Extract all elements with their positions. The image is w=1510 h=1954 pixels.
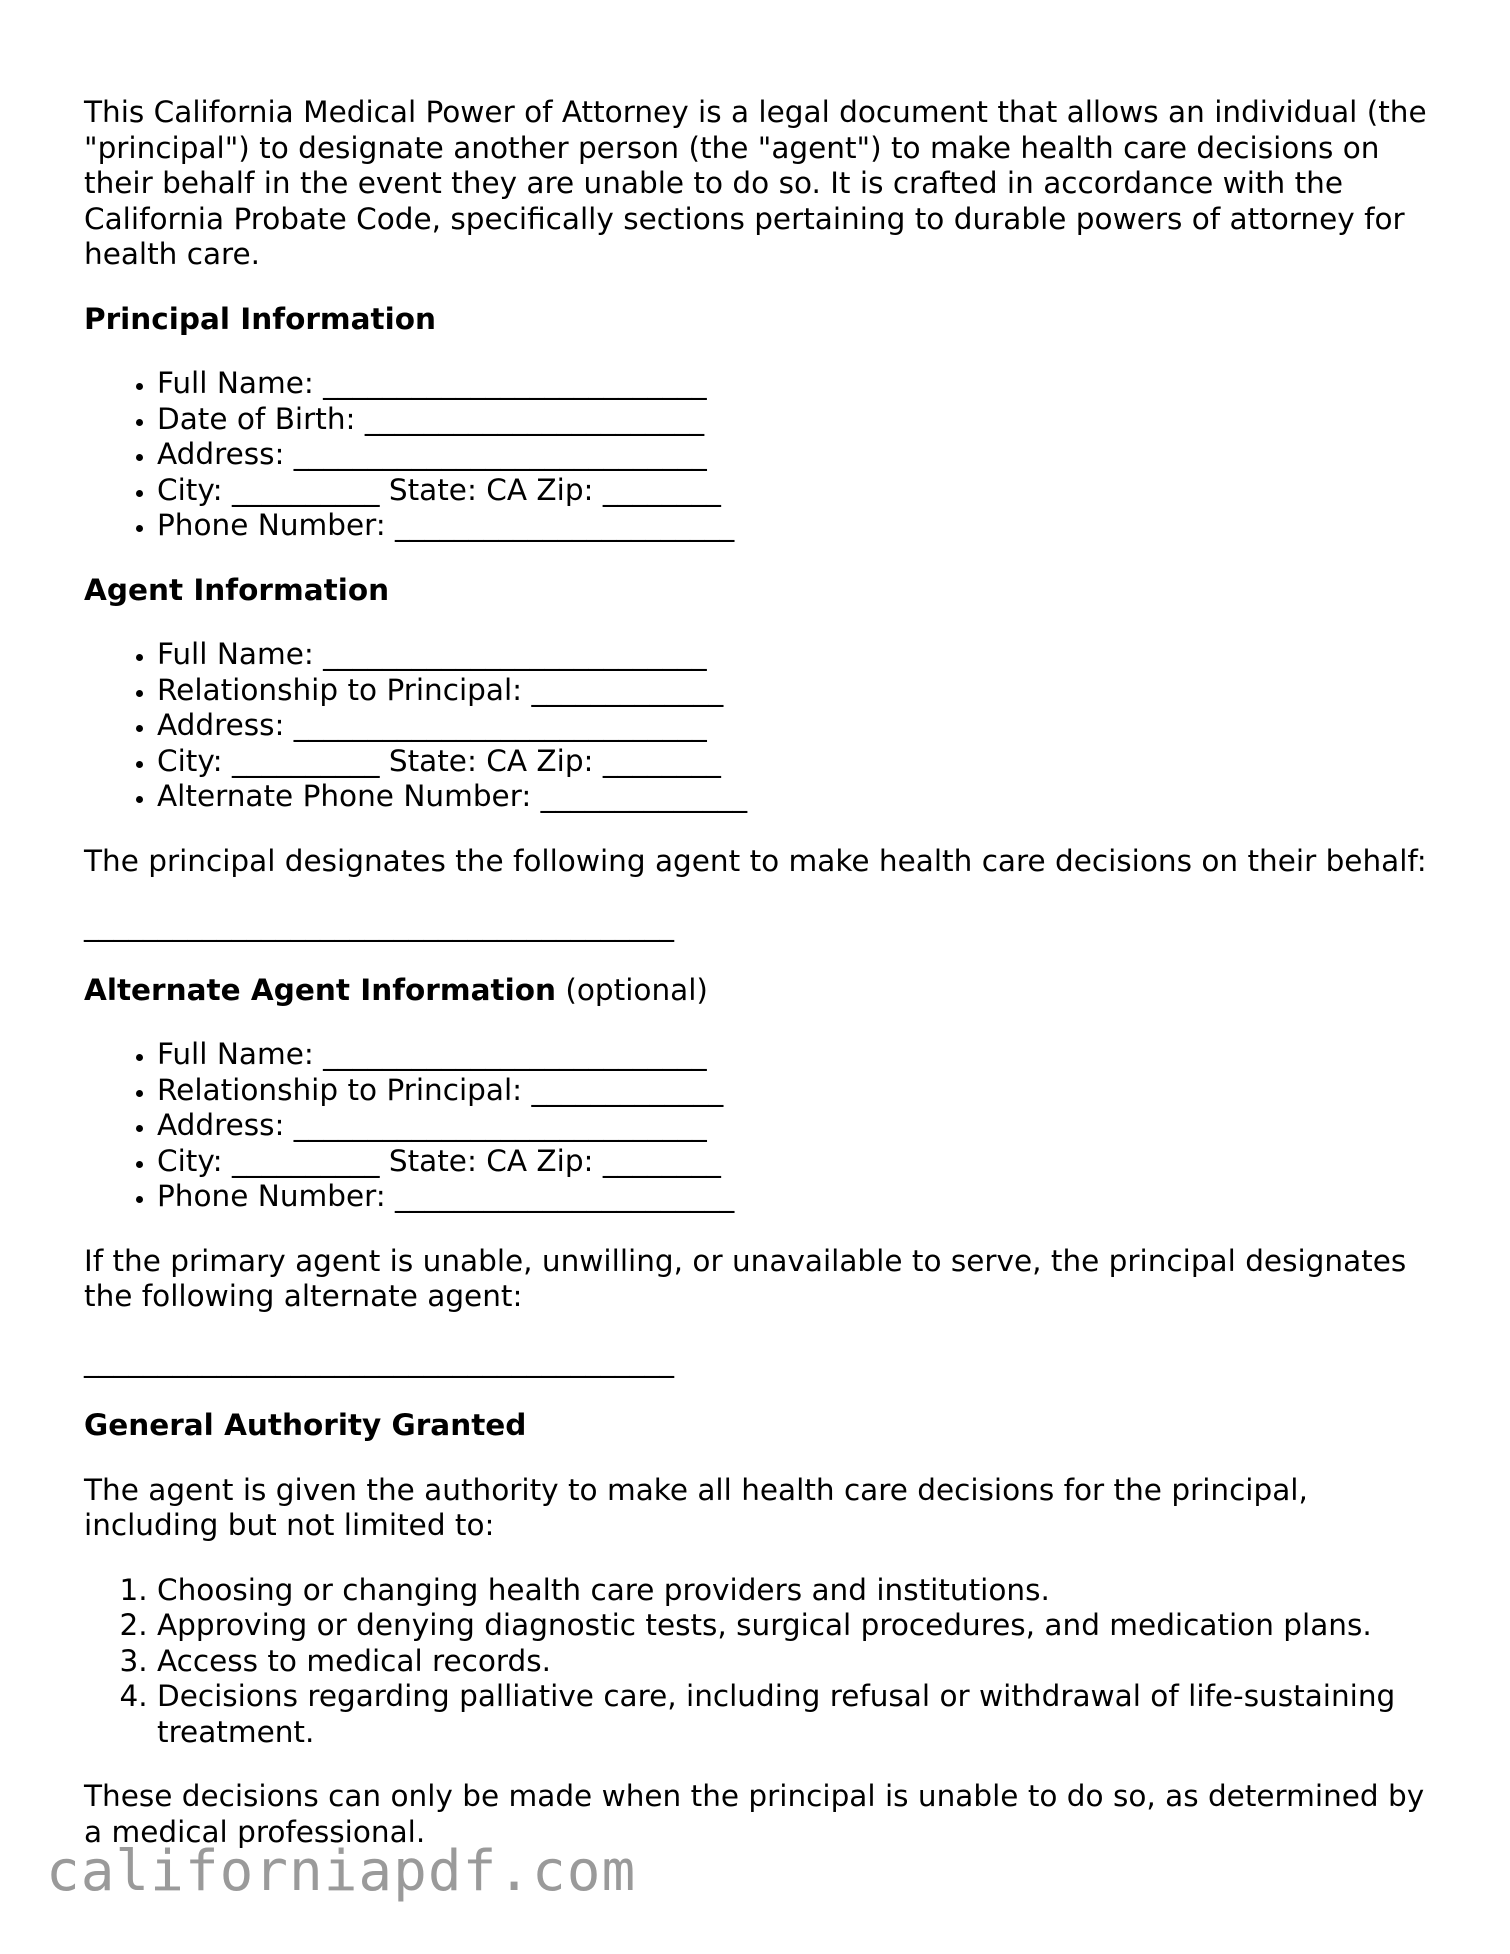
alternate-agent-heading: [84, 973, 1434, 1009]
agent-designation-text: The principal designates the following agent to make health care decisions on their behalf:: [84, 843, 1427, 878]
authority-intro: The agent is given the authority to make all health care decisions for the principal, including but not limited to:: [84, 1472, 1308, 1542]
agent-alternate-phone[interactable]: • Alternate Phone Number: ______________: [157, 779, 1434, 815]
agent-city-state-zip[interactable]: • City: __________ State: CA Zip: ________: [157, 744, 1434, 780]
alternate-designation-blank: ________________________________________: [84, 1343, 674, 1378]
principal-heading: Principal Information: [84, 301, 437, 336]
optional-note: (optional): [555, 972, 708, 1007]
agent-relationship[interactable]: • Relationship to Principal: _____________: [157, 673, 1434, 709]
document-body: [84, 95, 1434, 1879]
principal-fields: [84, 366, 1434, 544]
watermark-logo: californiapdf.com: [46, 1839, 637, 1904]
authority-item: 1. Choosing or changing health care providers and institutions.: [157, 1573, 1434, 1609]
authority-item: 4. Decisions regarding palliative care, including refusal or withdrawal of life-sustaining treatment.: [157, 1679, 1434, 1750]
agent-designation-line[interactable]: [84, 908, 1434, 944]
principal-city-state-zip[interactable]: • City: __________ State: CA Zip: ________: [157, 473, 1434, 509]
alternate-designation-text: If the primary agent is unable, unwilling, or unavailable to serve, the principal designates the following alternate agent:: [84, 1243, 1407, 1313]
agent-fields: [84, 637, 1434, 815]
principal-phone[interactable]: • Phone Number: _______________________: [157, 508, 1434, 544]
alternate-agent-city-state-zip[interactable]: • City: __________ State: CA Zip: ________: [157, 1144, 1434, 1180]
authority-list: [84, 1573, 1434, 1751]
alternate-agent-full-name[interactable]: • Full Name: __________________________: [157, 1037, 1434, 1073]
intro-paragraph: This California Medical Power of Attorney is a legal document that allows an individual (the "principal") to designate another person (the "agent") to make health care decisions on their behalf in the event they are unable to do so. It is crafted in accordance with the California Probate Code, specifically sections pertaining to durable powers of attorney for health care.: [84, 95, 1427, 271]
agent-heading: Agent Information: [84, 572, 390, 607]
alternate-designation-line[interactable]: [84, 1344, 1434, 1380]
alternate-agent-relationship[interactable]: • Relationship to Principal: _____________: [157, 1073, 1434, 1109]
authority-closing: These decisions can only be made when the principal is unable to do so, as determined by a medical professional.: [84, 1779, 1425, 1849]
authority-item: 3. Access to medical records.: [157, 1644, 1434, 1680]
agent-designation-blank: ________________________________________: [84, 908, 674, 942]
alternate-agent-heading-text: Alternate Agent Information: [84, 972, 556, 1007]
authority-item: 2. Approving or denying diagnostic tests, surgical procedures, and medication plans.: [157, 1608, 1434, 1644]
principal-address[interactable]: • Address: ____________________________: [157, 437, 1434, 473]
authority-heading: General Authority Granted: [84, 1408, 527, 1442]
agent-address[interactable]: • Address: ____________________________: [157, 708, 1434, 744]
alternate-agent-phone[interactable]: • Phone Number: _______________________: [157, 1179, 1434, 1215]
agent-full-name[interactable]: • Full Name: __________________________: [157, 637, 1434, 673]
alternate-agent-fields: [84, 1037, 1434, 1215]
principal-full-name[interactable]: • Full Name: __________________________: [157, 366, 1434, 402]
principal-date-of-birth[interactable]: • Date of Birth: _______________________: [157, 402, 1434, 438]
alternate-agent-address[interactable]: • Address: ____________________________: [157, 1108, 1434, 1144]
